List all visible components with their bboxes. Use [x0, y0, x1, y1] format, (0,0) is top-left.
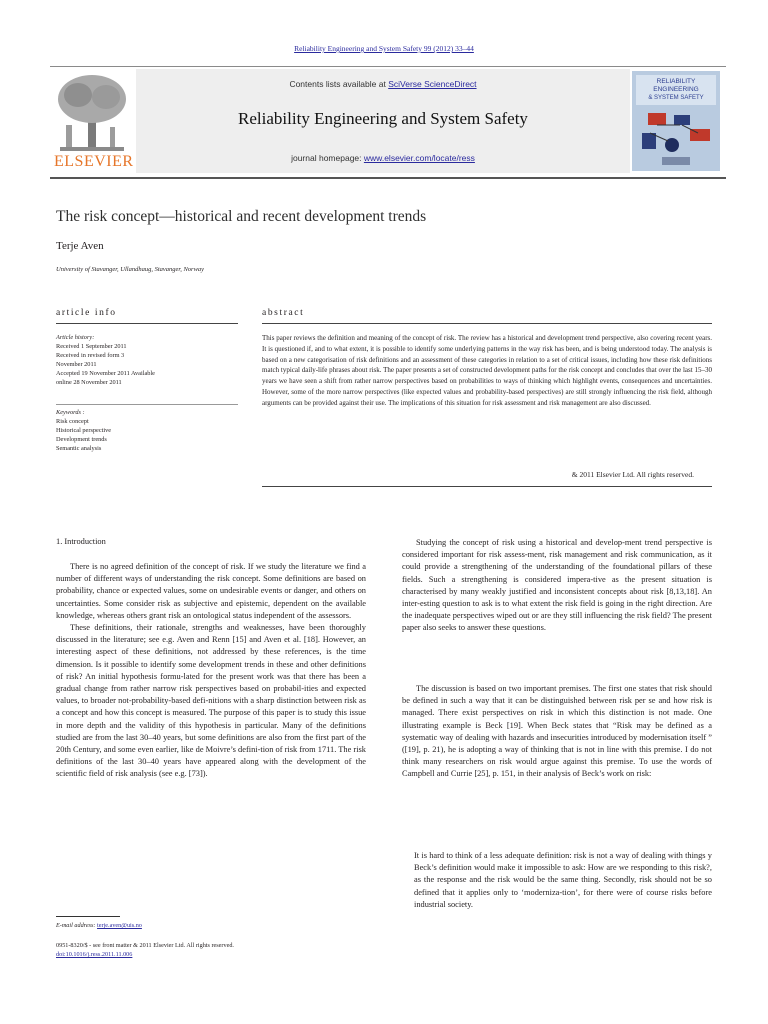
- keyword-item: Development trends: [56, 436, 107, 443]
- elsevier-logo: [50, 69, 134, 173]
- copyright-notice: & 2011 Elsevier Ltd. All rights reserved.: [571, 470, 694, 479]
- email-link[interactable]: terje.aven@uis.no: [97, 922, 142, 929]
- history-item: Accepted 19 November 2011 Available: [56, 370, 155, 377]
- footnote-divider: [56, 916, 120, 917]
- journal-citation: [0, 44, 768, 53]
- author-affiliation: University of Stavanger, Ullandhaug, Stavanger, Norway: [56, 266, 205, 273]
- history-item: Received in revised form 3: [56, 352, 125, 359]
- footnote-issn: [56, 941, 234, 959]
- section-heading-introduction: 1. Introduction: [56, 537, 106, 546]
- tree-icon: [50, 69, 134, 153]
- journal-citation-link[interactable]: Reliability Engineering and System Safety 99 (2012) 33–44: [294, 44, 474, 53]
- right-column-paragraph-1: [402, 537, 712, 635]
- keyword-item: Historical perspective: [56, 427, 112, 434]
- journal-cover-image: [632, 71, 720, 171]
- body-paragraph: The discussion is based on two important premises. The first one states that risk should be defined in such a way that it can be distinguished between risk per se and how risk is managed. There exist perspectives on risk in which this distinction is not made. One illustrating example is Beck [19]. When Beck states that “Risk may be defined as a systematic way of dealing with hazards and insecurities introduced by modernisation itself ” ([19], p. 21), he is adopting a way of thinking that is not in line with this premise. I do not think many researchers on risk would argue against this premise. To use the words of Campbell and Currie [25], p. 151, in their analysis of Beck’s work on risk:: [402, 684, 712, 779]
- history-label: Article history:: [56, 334, 95, 341]
- issn-line: 0951-8320/$ - see front matter & 2011 Elsevier Ltd. All rights reserved.: [56, 942, 234, 949]
- abstract-divider: [262, 486, 712, 487]
- right-column-paragraph-2: [402, 683, 712, 781]
- article-author: Terje Aven: [56, 240, 104, 252]
- doi-link[interactable]: doi:10.1016/j.ress.2011.11.006: [56, 951, 133, 958]
- abstract-text: This paper reviews the definition and meaning of the concept of risk. The review has a historical and development trend perspective, also covering recent years. It is questioned if, and to what extent, it is possible to identify some underlying patterns in the way risk has been, and is being understood today. The analysis is based on a new categorisation of risk definitions and an assessment of these categories in relation to a set of critical issues, including how these risk definitions match typical daily-life phrases about risk. The paper presents a set of constructed development paths for the risk concept and concludes that over the last 15–30 years we have seen a shift from rather narrow perspectives based on probabilities to ways of thinking which highlight events, consequences and uncertainties. However, some of the more narrow perspectives (like expected values and probability-based perspectives) are still strongly influencing the risk field, although arguments can be provided against their use. The implications of this situation for risk assessment and risk management are also discussed.: [262, 334, 712, 407]
- contents-line: Contents lists available at SciVerse ScienceDirect: [289, 79, 477, 89]
- journal-banner: [136, 69, 630, 173]
- body-paragraph: There is no agreed definition of the concept of risk. If we study the literature we find a number of different ways of understanding the risk concept. Some definitions are based on probability, chance or expected values, some on undesirable events or danger, and others on uncertainties. Some consider risk as subjective and epistemic, dependent on the available knowledge, whereas others grant risk an ontological status independent of the assessors.: [56, 562, 366, 620]
- sciencedirect-link[interactable]: SciVerse ScienceDirect: [388, 79, 477, 89]
- homepage-line: journal homepage: www.elsevier.com/locate/ress: [291, 153, 475, 163]
- history-item: online 28 November 2011: [56, 379, 122, 386]
- cover-title-line-1: RELIABILITY: [656, 78, 696, 85]
- cover-title-line-3: & SYSTEM SAFETY: [648, 95, 704, 101]
- cover-title-line-2: ENGINEERING: [653, 86, 699, 93]
- body-paragraph: Studying the concept of risk using a historical and develop-ment trend perspective is considered important for risk assess-ment, risk management and risk communication, as it could provide a strengthening of the understanding of the foundational pillars of these fields. Such a strengthening is considered impera-tive as the present situation is characterised by many weakly justified and inconsistent concepts about risk [8,13,18]. An inter-esting question to ask is to what extent the risk field is going in the right direction. Are the inadequate perspectives wiped out or are they still influencing the risk field? The present paper also seeks to answer these questions.: [402, 538, 712, 633]
- journal-title: Reliability Engineering and System Safety: [238, 109, 528, 128]
- keywords-block: [56, 404, 238, 453]
- article-history: [56, 333, 238, 387]
- footnote-email: E-mail address: terje.aven@uis.no: [56, 922, 142, 929]
- homepage-link[interactable]: www.elsevier.com/locate/ress: [363, 153, 475, 163]
- keywords-label: Keywords :: [56, 409, 85, 416]
- publisher-name: ELSEVIER: [54, 153, 134, 170]
- abstract-heading: abstract: [262, 308, 712, 324]
- block-quote: It is hard to think of a less adequate definition: risk is not a way of dealing with things y Beck’s definition would make it impossible to ask: How are we responding to this risk?, as the response and the risk would be the same thing. Secondly, risk should not be so defined that it applies only to ‘moderniza-tion’, for there were of course risks before industrial society.: [414, 851, 712, 909]
- article-title: The risk concept—historical and recent development trends: [56, 208, 427, 225]
- keyword-item: Semantic analysis: [56, 445, 102, 452]
- article-info-heading: article info: [56, 308, 238, 324]
- journal-header: [50, 66, 726, 179]
- history-item: November 2011: [56, 361, 97, 368]
- left-column: [56, 561, 366, 781]
- journal-cover: [632, 71, 720, 171]
- keyword-item: Risk concept: [56, 418, 89, 425]
- history-item: Received 1 September 2011: [56, 343, 127, 350]
- body-paragraph: These definitions, their rationale, strengths and weaknesses, have been thoroughly discussed in the literature; see e.g. Aven and Renn [15] and Aven et al. [18]. However, an interesting aspect of these definitions, not addressed by these references, is the time dimension. Is it possible to identify some development trends in these and other definitions of risk? An initial hypothesis formu-lated for the present work was that there has been a gradual change from rather narrow risk perspectives based on probabil-ities and expected values, to broader not-probability-based defi-nitions with a sharp distinction between risk as a concept and how this concept is measured. The purpose of this paper is to study this issue in more depth and the validity of this hypothesis in particular. Many of the definitions studied are from the last 30–40 years, but some definitions are also from the first part of the 20th Century, and some even earlier, like de Moivre’s defini-tion of risk from 1711. The risk definitions of the last 30–40 years have appeared along with the development of the scientific field of risk analysis (see e.g. [73]).: [56, 623, 366, 779]
